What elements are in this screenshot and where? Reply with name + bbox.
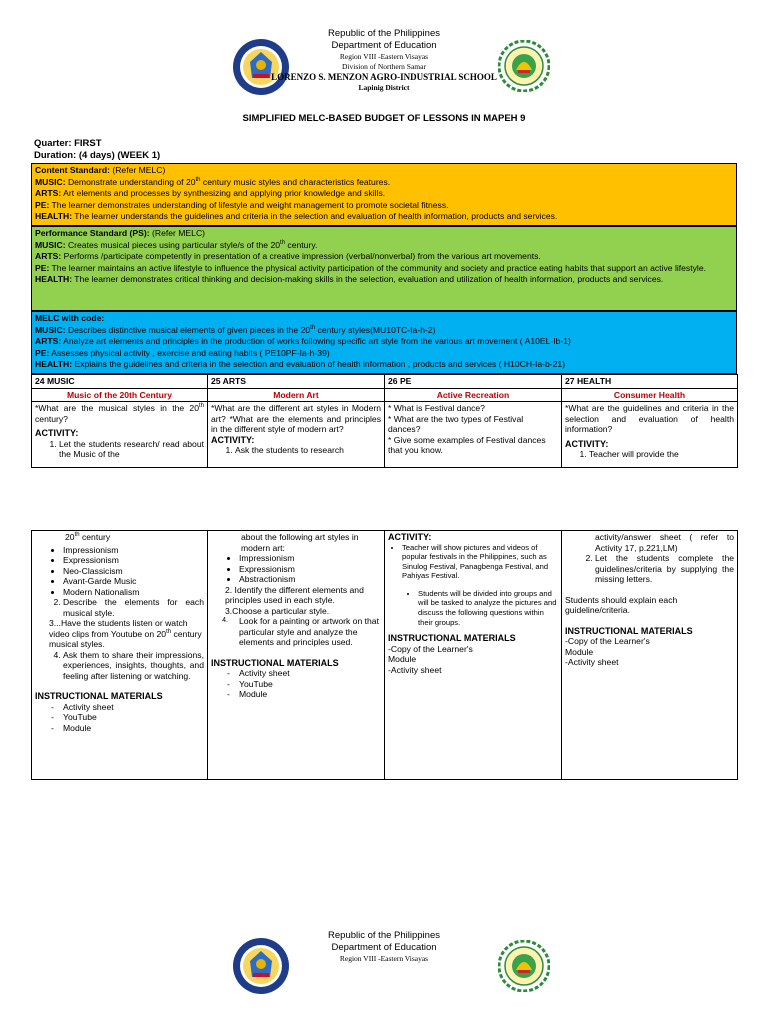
arts-material-item: - Activity sheet (239, 668, 381, 679)
performance-standard-section (31, 226, 737, 311)
music-step-2: 2. Describe the elements for each musical style. (63, 597, 204, 618)
music-step-3-sup: th (166, 628, 172, 635)
music-style-item: • Avant-Garde Music (63, 576, 204, 587)
health-step-1: 1. Teacher will provide the (589, 449, 734, 460)
pe-question-2: * What are the two types of Festival dances? (388, 413, 524, 434)
pe-material-3: -Activity sheet (388, 664, 442, 675)
music-material-item: - Module (63, 723, 204, 734)
cs-arts-text: Art elements and processes by synthesizing and applying prior knowledge and skills. (61, 188, 386, 199)
music-question-end: century? (35, 413, 68, 424)
health-note: Students should explain each guideline/criteria. (565, 594, 678, 615)
quarter-label: Quarter: FIRST (34, 138, 102, 149)
cs-music-text: Demonstrate understanding of 20 (65, 176, 196, 187)
health-material-3: -Activity sheet (565, 657, 619, 667)
health-materials-heading: INSTRUCTIONAL MATERIALS (565, 625, 693, 636)
pe-question-3: * Give some examples of Festival dances that you know. (388, 434, 546, 455)
letterhead-division: Division of Northern Samar (342, 62, 426, 71)
arts-cell-p1 (208, 402, 385, 468)
cs-pe-label: PE: (35, 199, 50, 210)
arts-step-2: 2. Identify the different elements and principles used in each style. (225, 584, 364, 605)
letterhead-next-page (0, 930, 768, 964)
music-activity-heading: ACTIVITY: (35, 428, 79, 438)
ps-pe-label: PE: (35, 262, 50, 273)
letterhead-department: Department of Education (331, 40, 437, 51)
melc-arts-text: Analyze art elements and principles in the production of works following specific art style from the various art movement ( A10EL-Ib-1) (61, 336, 571, 347)
health-material-1: -Copy of the Learner's (565, 636, 650, 646)
music-step-4: 4. Ask them to share their impressions, experiences, insights, thoughts, and feeling after listening or watching. (63, 650, 204, 682)
pe-activity-bullet-2: • Students will be divided into groups and will be tasked to analyze the pictures and discuss the following questions within their groups. (418, 589, 558, 627)
melc-section (31, 311, 737, 374)
column-head-music: 24 MUSIC (32, 375, 208, 389)
music-cont: 20 (65, 532, 75, 542)
music-cell-p2 (32, 531, 208, 780)
letterhead-school: LORENZO S. MENZON AGRO-INDUSTRIAL SCHOOL (271, 72, 497, 82)
ps-health-label: HEALTH: (35, 274, 73, 285)
ps-arts-label: ARTS: (35, 251, 62, 262)
ps-pe-text: The learner maintains an active lifestyle to influence the physical activity participation of the community and society and practice eating habits that support an active lifestyle. (49, 262, 706, 273)
column-head-pe: 26 PE (385, 375, 562, 389)
music-cont-sup: th (74, 532, 80, 539)
letterhead (0, 28, 768, 93)
health-material-2: Module (565, 646, 594, 657)
arts-materials-heading: INSTRUCTIONAL MATERIALS (211, 657, 339, 668)
pe-question-1: * What is Festival dance? (388, 403, 485, 413)
pe-materials-heading: INSTRUCTIONAL MATERIALS (388, 633, 516, 644)
melc-health-label: HEALTH: (35, 359, 73, 370)
content-standard-section (31, 163, 737, 226)
letterhead-region: Region VIII -Eastern Visayas (339, 52, 429, 61)
melc-music-sup: th (310, 324, 316, 331)
arts-material-item: - YouTube (239, 679, 381, 690)
arts-step-3: 3.Choose a particular style. (225, 605, 330, 616)
cs-arts-label: ARTS: (35, 188, 62, 199)
arts-style-item: • Impressionism (239, 553, 381, 564)
cs-music-end: century music styles and characteristics features. (200, 176, 391, 187)
arts-material-item: - Module (239, 689, 381, 700)
content-standard-sub: (Refer MELC) (109, 165, 166, 175)
column-head-health: 27 HEALTH (562, 375, 738, 389)
cs-pe-text: The learner demonstrates understanding of lifestyle and weight management to promote societal fitness. (49, 199, 449, 210)
arts-style-item: • Expressionism (239, 564, 381, 575)
arts-style-item: • Abstractionism (239, 574, 381, 585)
music-material-item: - YouTube (63, 712, 204, 723)
music-style-item: • Impressionism (63, 545, 204, 556)
letterhead-department: Department of Education (331, 942, 437, 953)
letterhead-republic: Republic of the Philippines (328, 930, 440, 941)
health-cell-p2 (562, 531, 738, 780)
melc-health-text: Explains the guidelines and criteria in the selection and evaluation of health information , products and services ( H10CH-Ia-b-21) (72, 359, 566, 370)
music-cont-end: century (79, 532, 111, 542)
pe-material-1: -Copy of the Learner's (388, 643, 473, 654)
arts-question: *What are the different art styles in Modern art? *What are the elements and principles in the different style of modern art? (211, 403, 381, 434)
cs-health-text: The learner understands the guidelines and criteria in the selection and evaluation of health information, products and services. (72, 211, 558, 222)
pe-material-2: Module (388, 654, 417, 665)
ps-music-end: century. (285, 239, 318, 250)
health-step-2: 2. Let the students complete the guidelines/criteria by supplying the missing letters. (595, 553, 734, 585)
music-style-item: • Expressionism (63, 555, 204, 566)
topic-health: Consumer Health (562, 388, 738, 402)
melc-music-end: century styles(MU10TC-Ia-h-2) (315, 324, 436, 335)
topic-music: Music of the 20th Century (32, 388, 208, 402)
ps-arts-text: Performs /participate competently in presentation of a creative impression (verbal/nonverbal) from the various art movements. (61, 251, 541, 262)
topic-arts: Modern Art (208, 388, 385, 402)
music-step-3: 3...Have the students listen or watch video clips from Youtube on 20 (49, 618, 188, 639)
cs-health-label: HEALTH: (35, 211, 73, 222)
document-title: SIMPLIFIED MELC-BASED BUDGET OF LESSONS IN MAPEH 9 (242, 113, 526, 124)
health-activity-heading: ACTIVITY: (565, 438, 609, 449)
arts-activity-heading: ACTIVITY: (211, 434, 255, 445)
duration-label: Duration: (4 days) (WEEK 1) (34, 150, 161, 161)
music-question-sup: th (198, 403, 204, 410)
ps-music-sup: th (280, 239, 286, 246)
ps-health-text: The learner demonstrates critical thinking and decision-making skills in the selection, evaluation and utilization of health information, products and services. (72, 274, 664, 285)
performance-standard-heading: Performance Standard (PS): (35, 228, 150, 238)
music-materials-heading: INSTRUCTIONAL MATERIALS (35, 691, 163, 701)
music-step-3-end: century musical styles. (49, 628, 202, 649)
melc-arts-label: ARTS: (35, 336, 62, 347)
music-style-item: • Neo-Classicism (63, 566, 204, 577)
melc-pe-label: PE: (35, 347, 50, 358)
performance-standard-sub: (Refer MELC) (149, 228, 206, 238)
ps-music-text: Creates musical pieces using particular style/s of the 20 (65, 239, 281, 250)
letterhead-district: Lapinig District (358, 83, 410, 92)
music-cell-p1 (32, 402, 208, 468)
health-cell-p1 (562, 402, 738, 468)
melc-music-label: MUSIC: (35, 324, 66, 335)
pe-cell-p1 (385, 402, 562, 468)
content-standard-heading: Content Standard: (35, 165, 110, 175)
cs-music-sup: th (195, 176, 201, 183)
cs-music-label: MUSIC: (35, 176, 66, 187)
arts-cont: about the following art styles in modern art: (241, 532, 359, 553)
melc-pe-text: Assesses physical activity , exercise and eating habits ( PE10PF-Ia-h-39) (49, 347, 330, 358)
pe-cell-p2 (385, 531, 562, 780)
music-style-item: • Modern Nationalism (63, 587, 204, 598)
music-step-1: 1. Let the students research/ read about the Music of the (59, 439, 204, 460)
pe-activity-heading: ACTIVITY: (388, 532, 432, 542)
melc-heading: MELC with code: (35, 313, 105, 323)
arts-step-1: 1. Ask the students to research (235, 445, 381, 456)
lesson-table-page2 (31, 530, 738, 780)
health-cont: activity/answer sheet ( refer to Activity 17, p.221,LM) (595, 532, 734, 553)
music-material-item: - Activity sheet (63, 702, 204, 713)
topic-pe: Active Recreation (385, 388, 562, 402)
lesson-table-page1 (31, 374, 738, 468)
arts-cell-p2 (208, 531, 385, 780)
column-head-arts: 25 ARTS (208, 375, 385, 389)
arts-step-4: Look for a painting or artwork on that particular style and analyze the elements and principles used. (239, 616, 379, 647)
ps-music-label: MUSIC: (35, 239, 66, 250)
letterhead-republic: Republic of the Philippines (328, 28, 440, 39)
music-question: *What are the musical styles in the 20 (35, 403, 199, 413)
letterhead-region: Region VIII -Eastern Visayas (339, 954, 429, 963)
melc-music-text: Describes distinctive musical elements of given pieces in the 20 (65, 324, 311, 335)
health-question: *What are the guidelines and criteria in the selection and evaluation of health information? (565, 403, 734, 434)
pe-activity-bullet-1: • Teacher will show pictures and videos of popular festivals in the Philippines, such as Sinulog Festival, Panagbenga Festival, and Pahiyas Festival. (402, 543, 558, 581)
arts-step-4-number: 4. (222, 617, 228, 624)
